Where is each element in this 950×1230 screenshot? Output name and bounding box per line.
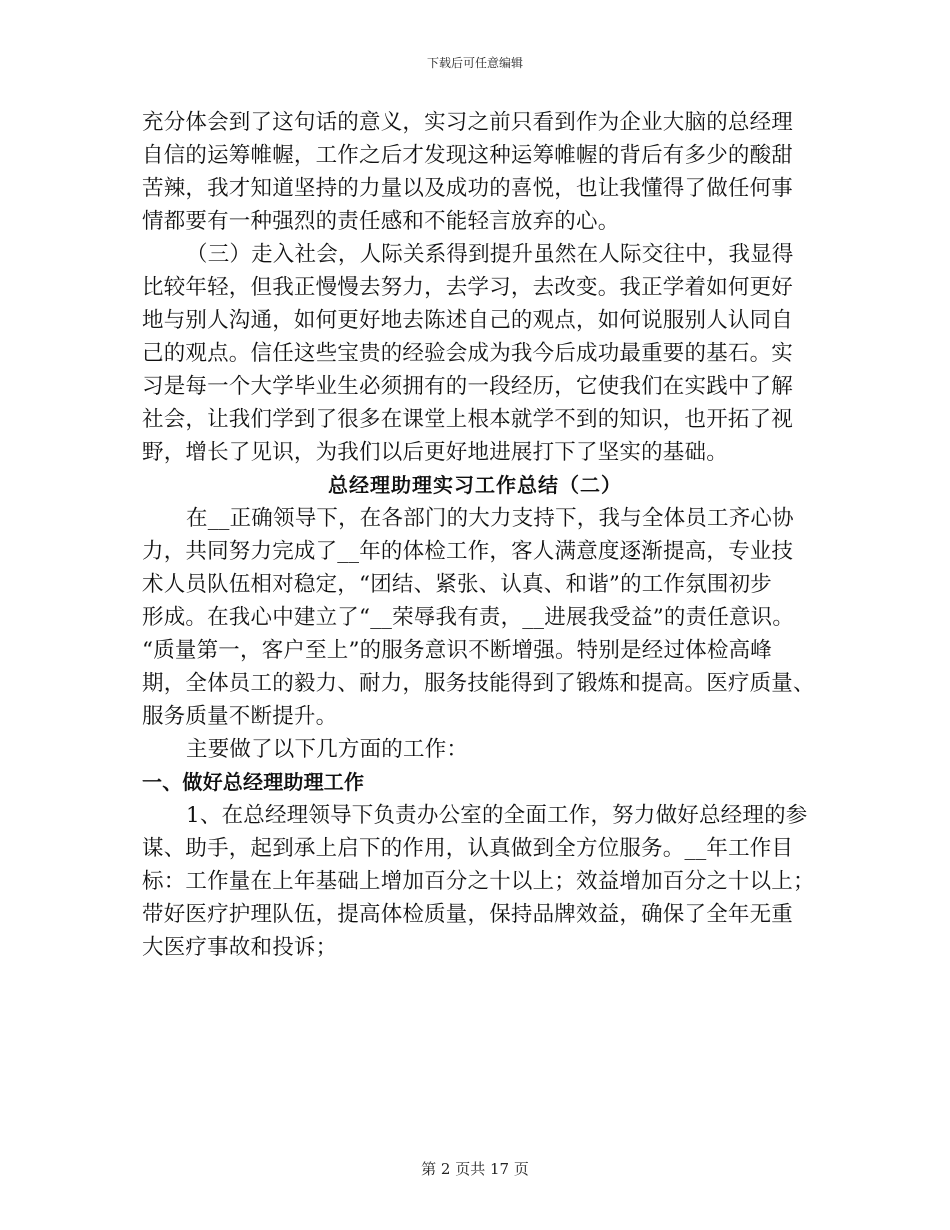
text-line: 社会，让我们学到了很多在课堂上根本就学不到的知识，也开拓了视 (142, 407, 794, 432)
text-line: 自信的运筹帷幄，工作之后才发现这种运筹帷幄的背后有多少的酸甜 (142, 143, 794, 168)
text-line: 在__正确领导下，在各部门的大力支持下，我与全体员工齐心协 (186, 506, 794, 531)
text-line: 形成。在我心中建立了“__荣辱我有责，__进展我受益”的责任意识。 (142, 605, 795, 630)
text-line: 野，增长了见识，为我们以后更好地进展打下了坚实的基础。 (142, 440, 728, 465)
section-title: 总经理助理实习工作总结（二） (328, 473, 622, 497)
text-line: （三）走入社会，人际关系得到提升虽然在人际交往中，我显得 (186, 242, 794, 267)
text-line: 大医疗事故和投诉； (142, 935, 338, 960)
text-line: 地与别人沟通，如何更好地去陈述自己的观点，如何说服别人认同自 (142, 308, 794, 333)
text-line: 服务质量不断提升。 (142, 704, 338, 729)
text-line: 习是每一个大学毕业生必须拥有的一段经历，它使我们在实践中了解 (142, 374, 794, 399)
page-footer: 第 2 页共 17 页 (421, 1160, 529, 1178)
text-line: 标：工作量在上年基础上增加百分之十以上；效益增加百分之十以上； (142, 869, 815, 894)
document-body (142, 106, 815, 964)
text-line: 情都要有一种强烈的责任感和不能轻言放弃的心。 (142, 209, 620, 234)
subsection-heading: 一、做好总经理助理工作 (142, 770, 365, 794)
text-line: 期，全体员工的毅力、耐力，服务技能得到了锻炼和提高。医疗质量、 (142, 671, 815, 696)
text-line: 谋、助手，起到承上启下的作用，认真做到全方位服务。__年工作目 (142, 836, 794, 861)
text-line: 苦辣，我才知道坚持的力量以及成功的喜悦，也让我懂得了做任何事 (142, 176, 794, 201)
text-line: “质量第一，客户至上”的服务意识不断增强。特别是经过体检高峰 (142, 638, 772, 663)
text-line: 力，共同努力完成了__年的体检工作，客人满意度逐渐提高，专业技 (142, 539, 794, 564)
text-line: 充分体会到了这句话的意义，实习之前只看到作为企业大脑的总经理 (142, 110, 794, 135)
text-line: 主要做了以下几方面的工作： (186, 737, 469, 762)
text-line: 比较年轻，但我正慢慢去努力，去学习，去改变。我正学着如何更好 (142, 275, 794, 300)
text-line: 1、在总经理领导下负责办公室的全面工作，努力做好总经理的参 (186, 803, 808, 828)
text-line: 术人员队伍相对稳定，“团结、紧张、认真、和谐”的工作氛围初步 (142, 572, 772, 597)
page-header: 下载后可任意编辑 (426, 56, 523, 70)
text-line: 己的观点。信任这些宝贵的经验会成为我今后成功最重要的基石。实 (142, 341, 794, 366)
text-line: 带好医疗护理队伍，提高体检质量，保持品牌效益，确保了全年无重 (142, 902, 794, 927)
